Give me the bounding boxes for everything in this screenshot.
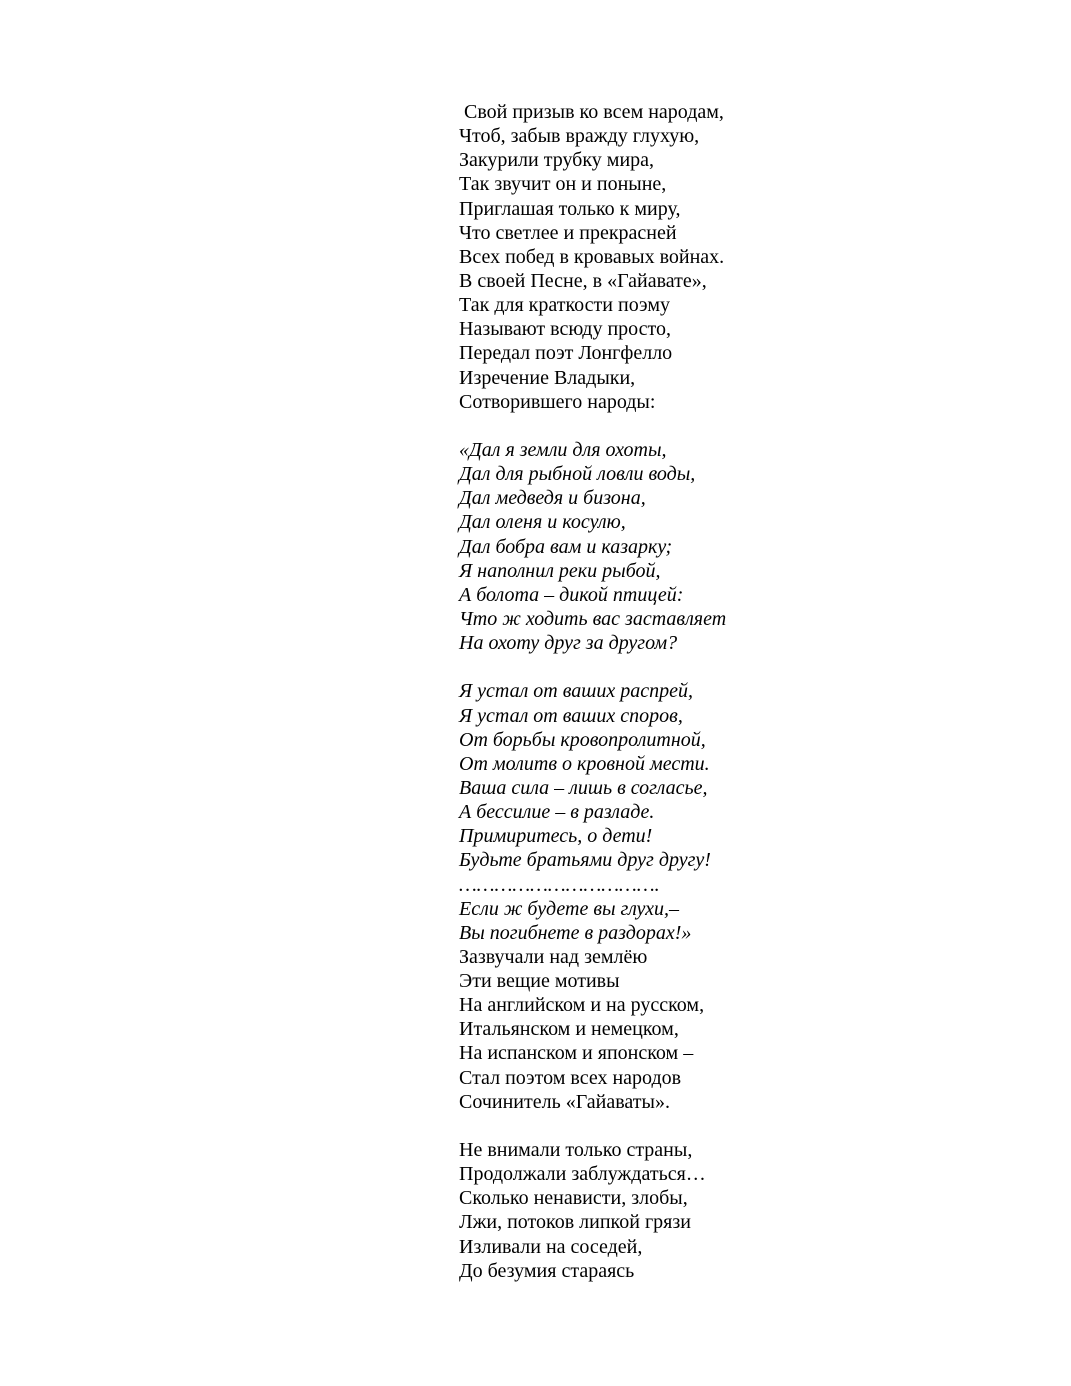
stanza-3-italic	[459, 679, 1019, 945]
poem-line: На испанском и японском –	[459, 1042, 694, 1065]
poem-line: На охоту друг за другом?	[459, 632, 678, 655]
poem-line: Не внимали только страны,	[459, 1139, 693, 1162]
poem-line: Вы погибнете в раздорах!»	[459, 921, 692, 944]
poem-line: Лжи, потоков липкой грязи	[459, 1211, 691, 1234]
poem-line: Сколько ненависти, злобы,	[459, 1187, 688, 1210]
poem-line: Изречение Владыки,	[459, 366, 636, 389]
poem-line: Итальянском и немецком,	[459, 1018, 679, 1041]
poem-line: Так звучит он и поныне,	[459, 173, 667, 196]
poem-line: Изливали на соседей,	[459, 1235, 643, 1258]
poem-line: Дал оленя и косулю,	[459, 511, 626, 534]
poem-line: Продолжали заблуждаться…	[459, 1163, 706, 1186]
poem-line: От борьбы кровопролитной,	[459, 728, 706, 751]
poem-line: Сочинитель «Гайаваты».	[459, 1090, 670, 1113]
poem-line: Примиритесь, о дети!	[459, 825, 653, 848]
poem-line: Всех побед в кровавых войнах.	[459, 245, 725, 268]
ellipsis-line: …………………………….	[459, 873, 660, 896]
poem-line: Что ж ходить вас заставляет	[459, 607, 727, 630]
poem-line: Дал медведя и бизона,	[459, 487, 646, 510]
poem-line: Так для краткости поэму	[459, 294, 671, 317]
poem-line: Будьте братьями друг другу!	[459, 849, 711, 872]
poem-line: А бессилие – в разладе.	[459, 801, 655, 824]
stanza-gap	[459, 1114, 1019, 1138]
poem-line: Чтоб, забыв вражду глухую,	[459, 125, 700, 148]
poem-line: Если ж будете вы глухи,–	[459, 897, 680, 920]
poem-line: «Дал я земли для охоты,	[459, 438, 667, 461]
poem-line: Закурили трубку мира,	[459, 149, 655, 172]
stanza-gap	[459, 655, 1019, 679]
poem-line: Дал бобра вам и казарку;	[459, 535, 673, 558]
poem-text	[459, 100, 1019, 1283]
poem-line: Стал поэтом всех народов	[459, 1066, 682, 1089]
poem-line: От молитв о кровной мести.	[459, 752, 710, 775]
poem-line: Свой призыв ко всем народам,	[464, 101, 724, 123]
stanza-gap	[459, 414, 1019, 438]
poem-line: Приглашая только к миру,	[459, 197, 681, 220]
poem-line: В своей Песне, в «Гайавате»,	[459, 269, 707, 292]
stanza-4	[459, 1138, 1019, 1283]
stanza-1	[459, 100, 1019, 414]
poem-line: Называют всюду просто,	[459, 318, 671, 341]
poem-line: Что светлее и прекрасней	[459, 221, 677, 244]
poem-line: Я устал от ваших распрей,	[459, 680, 694, 703]
poem-line: А болота – дикой птицей:	[459, 583, 684, 606]
poem-line: Ваша сила – лишь в согласье,	[459, 776, 708, 799]
poem-line: Я наполнил реки рыбой,	[459, 559, 661, 582]
poem-line: На английском и на русском,	[459, 994, 705, 1017]
poem-line: Эти вещие мотивы	[459, 970, 620, 993]
poem-line: Зазвучали над землёю	[459, 945, 648, 968]
poem-line: До безумия стараясь	[459, 1259, 635, 1282]
poem-line: Я устал от ваших споров,	[459, 704, 683, 727]
poem-line: Дал для рыбной ловли воды,	[459, 463, 696, 486]
poem-line: Передал поэт Лонгфелло	[459, 342, 673, 365]
poem-line: Сотворившего народы:	[459, 390, 656, 413]
stanza-3-regular	[459, 945, 1019, 1114]
stanza-2	[459, 438, 1019, 655]
